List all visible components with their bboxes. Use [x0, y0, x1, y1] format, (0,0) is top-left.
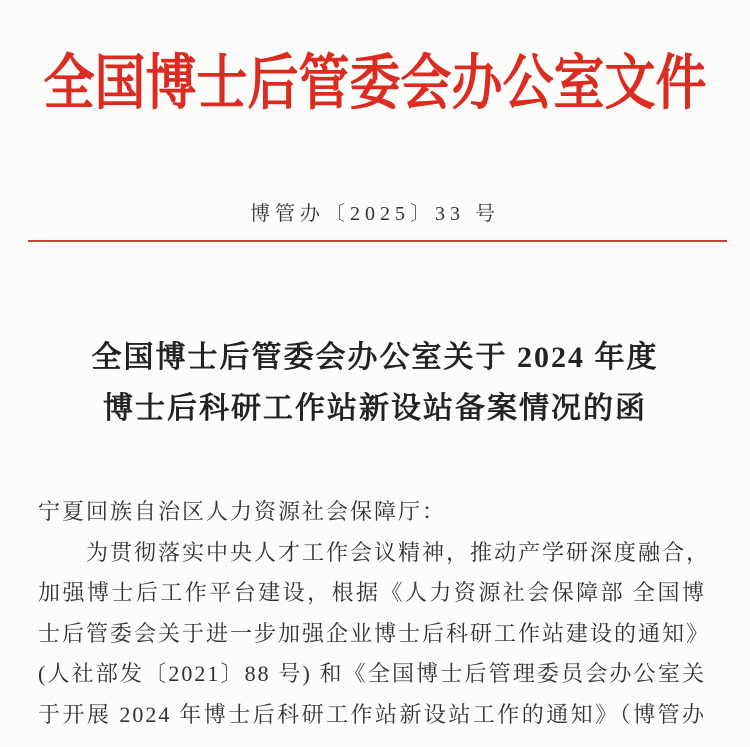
salutation-line: 宁夏回族自治区人力资源社会保障厅： [38, 499, 447, 524]
body-text-line: (人社部发〔2021〕88 号) 和《全国博士后管理委员会办公室关 [38, 661, 706, 686]
document-number: 博管办〔2025〕33 号 [250, 203, 500, 225]
document-title [0, 332, 750, 434]
document-title-line1: 全国博士后管委会办公室关于 2024 年度 [91, 341, 659, 374]
body-text-line: 为贯彻落实中央人才工作会议精神，推动产学研深度融合， [38, 539, 711, 565]
red-divider-line [28, 240, 727, 242]
document-title-line2: 博士后科研工作站新设站备案情况的函 [103, 392, 647, 425]
document-body [38, 492, 711, 735]
body-text-line: 于开展 2024 年博士后科研工作站新设站工作的通知》（博管办 [38, 701, 706, 727]
body-text-line: 加强博士后工作平台建设，根据《人力资源社会保障部 全国博 [38, 580, 706, 605]
letterhead-title: 全国博士后管委会办公室文件 [43, 51, 707, 118]
body-text-line: 士后管委会关于进一步加强企业博士后科研工作站建设的通知》 [38, 620, 711, 646]
